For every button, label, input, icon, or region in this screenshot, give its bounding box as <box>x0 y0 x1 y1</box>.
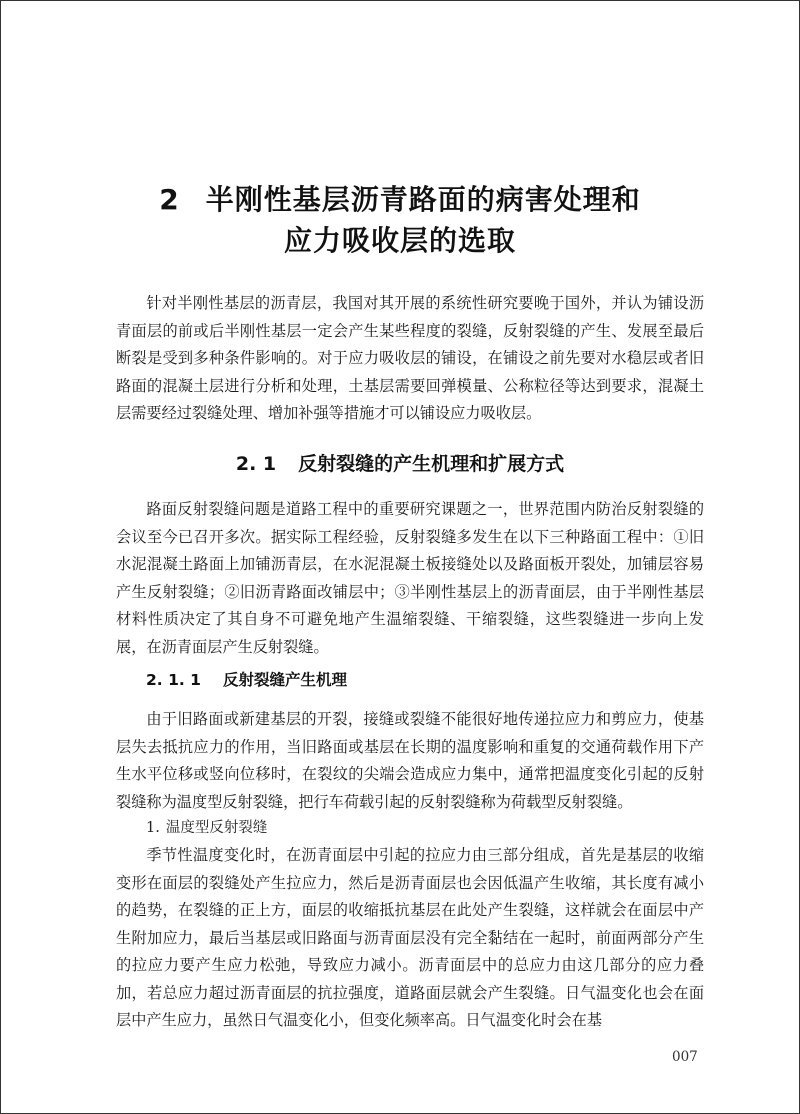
subsection-paragraph: 由于旧路面或新建基层的开裂，接缝或裂缝不能很好地传递拉应力和剪应力，使基层失去抵抗应力的作用，当旧路面或基层在长期的温度影响和重复的交通荷载作用下产生水平位移或竖向位移时，在裂纹的尖端会造成应力集中，通常把温度变化引起的反射裂缝称为温度型反射裂缝，把行车荷载引起的反射裂缝称为荷载型反射裂缝。 <box>116 710 704 811</box>
section-paragraph: 路面反射裂缝问题是道路工程中的重要研究课题之一，世界范围内防治反射裂缝的会议至今已召开多次。据实际工程经验，反射裂缝多发生在以下三种路面工程中：①旧水泥混凝土路面上加铺沥青层，在水泥混凝土板接缝处以及路面板开裂处，加铺层容易产生反射裂缝；②旧沥青路面改铺层中；③半刚性基层上的沥青面层，由于半刚性基层材料性质决定了其自身不可避免地产生温缩裂缝、干缩裂缝，这些裂缝进一步向上发展，在沥青面层产生反射裂缝。 <box>116 500 704 656</box>
item-heading <box>146 816 267 837</box>
item-title: 温度型反射裂缝 <box>165 820 268 836</box>
chapter-title-line1: 半刚性基层沥青路面的病害处理和 <box>205 183 641 216</box>
subsection-number: 2. 1. 1 <box>146 671 201 689</box>
intro-paragraph: 针对半刚性基层的沥青层，我国对其开展的系统性研究要晚于国外，并认为铺设沥青面层的前或后半刚性基层一定会产生某些程度的裂缝，反射裂缝的产生、发展至最后断裂是受到多种条件影响的。对于应力吸收层的铺设，在铺设之前先要对水稳层或者旧路面的混凝土层进行分析和处理，土基层需要回弹模量、公称粒径等达到要求，混凝土层需要经过裂缝处理、增加补强等措施才可以铺设应力吸收层。 <box>116 294 704 422</box>
chapter-title-line2: 应力吸收层的选取 <box>283 224 516 257</box>
chapter-number: 2 <box>159 183 180 216</box>
chapter-title <box>0 178 800 218</box>
section-title: 反射裂缝的产生机理和扩展方式 <box>298 453 565 475</box>
page-number: 007 <box>672 1049 698 1065</box>
item-paragraph: 季节性温度变化时，在沥青面层中引起的拉应力由三部分组成，首先是基层的收缩变形在面层的裂缝处产生拉应力，然后是沥青面层也会因低温产生收缩，其长度有减小的趋势，在裂缝的正上方，面层的收缩抵抗基层在此处产生裂缝，这样就会在面层中产生附加应力，最后当基层或旧路面与沥青面层没有完全黏结在一起时，前面两部分产生的拉应力要产生应力松弛，导致应力减小。沥青面层中的总应力由这几部分的应力叠加，若总应力超过沥青面层的抗拉强度，道路面层就会产生裂缝。日气温变化也会在面层中产生应力，虽然日气温变化小，但变化频率高。日气温变化时会在基 <box>116 846 704 1029</box>
chapter-title-continued <box>0 219 800 259</box>
section-heading <box>0 449 800 476</box>
item-number: 1. <box>146 820 160 836</box>
section-number: 2. 1 <box>235 453 277 475</box>
subsection-title: 反射裂缝产生机理 <box>222 671 347 689</box>
subsection-heading <box>146 668 347 690</box>
